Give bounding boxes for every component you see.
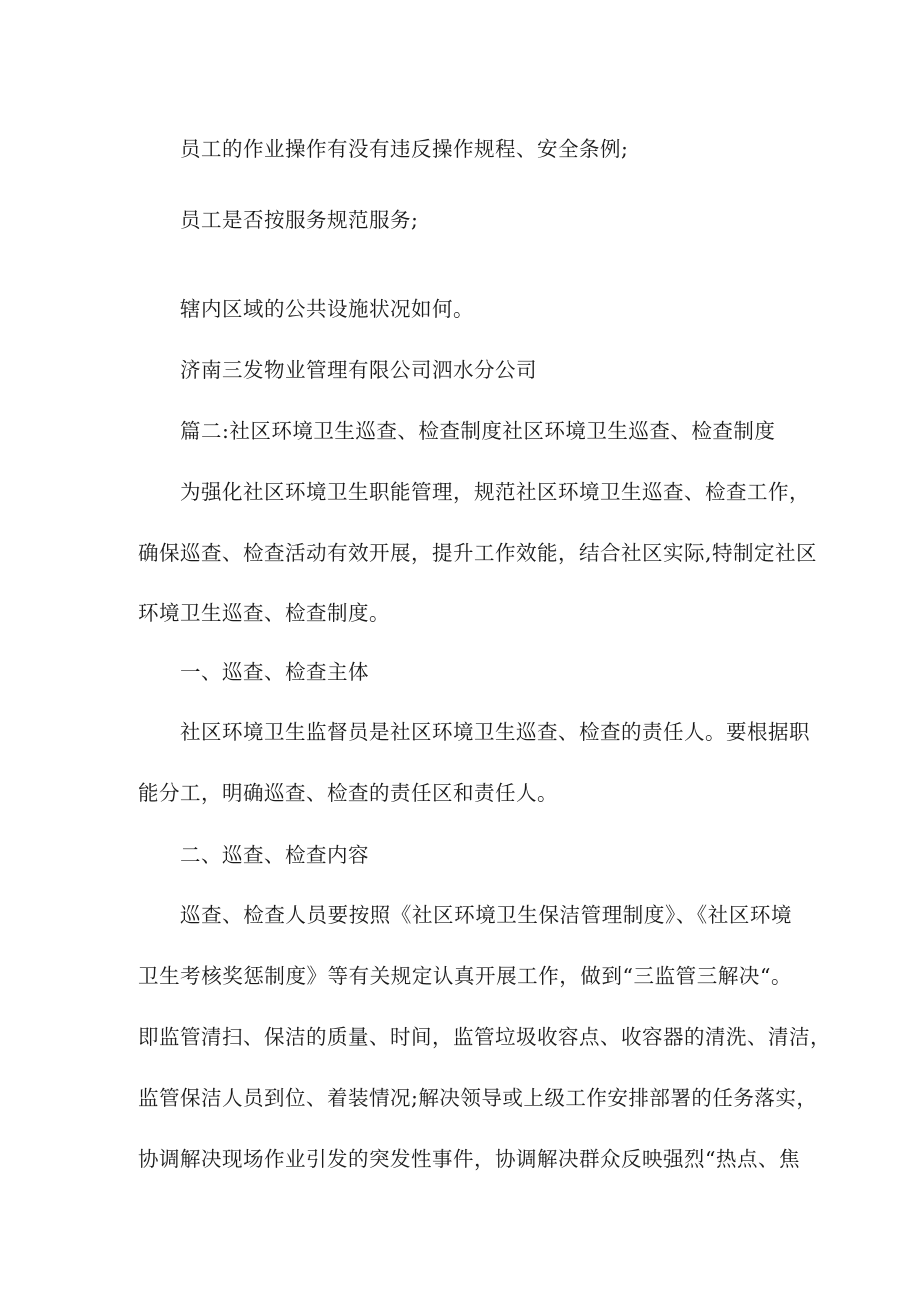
paragraph-line: 协调解决现场作业引发的突发性事件，协调解决群众反映强烈“热点、焦	[138, 1147, 800, 1171]
paragraph-line: 巡查、检查人员要按照《社区环境卫生保洁管理制度》、《社区环境	[180, 903, 792, 927]
section-heading: 篇二:社区环境卫生巡查、检查制度社区环境卫生巡查、检查制度	[180, 419, 776, 443]
paragraph-line: 监管保洁人员到位、着装情况;解决领导或上级工作安排部署的任务落实，	[138, 1086, 818, 1110]
paragraph-line: 社区环境卫生监督员是社区环境卫生巡查、检查的责任人。要根据职	[180, 720, 810, 744]
paragraph-line: 辖内区域的公共设施状况如何。	[180, 297, 474, 321]
subsection-heading: 一、巡查、检查主体	[180, 660, 369, 684]
company-signature-line: 济南三发物业管理有限公司泗水分公司	[180, 358, 537, 382]
paragraph-line: 卫生考核奖惩制度》等有关规定认真开展工作，做到“三监管三解决“。	[138, 964, 792, 988]
paragraph-line: 能分工，明确巡查、检查的责任区和责任人。	[138, 781, 558, 805]
paragraph-line: 员工的作业操作有没有违反操作规程、安全条例;	[180, 137, 629, 161]
paragraph-line: 员工是否按服务规范服务;	[180, 208, 419, 232]
paragraph-line: 环境卫生巡查、检查制度。	[138, 601, 390, 625]
subsection-heading: 二、巡查、检查内容	[180, 843, 369, 867]
paragraph-line: 即监管清扫、保洁的质量、时间，监管垃圾收容点、收容器的清洗、清洁，	[138, 1025, 831, 1049]
paragraph-line: 为强化社区环境卫生职能管理，规范社区环境卫生巡查、检查工作，	[180, 480, 810, 504]
paragraph-line: 确保巡查、检查活动有效开展，提升工作效能，结合社区实际,特制定社区	[138, 541, 818, 565]
